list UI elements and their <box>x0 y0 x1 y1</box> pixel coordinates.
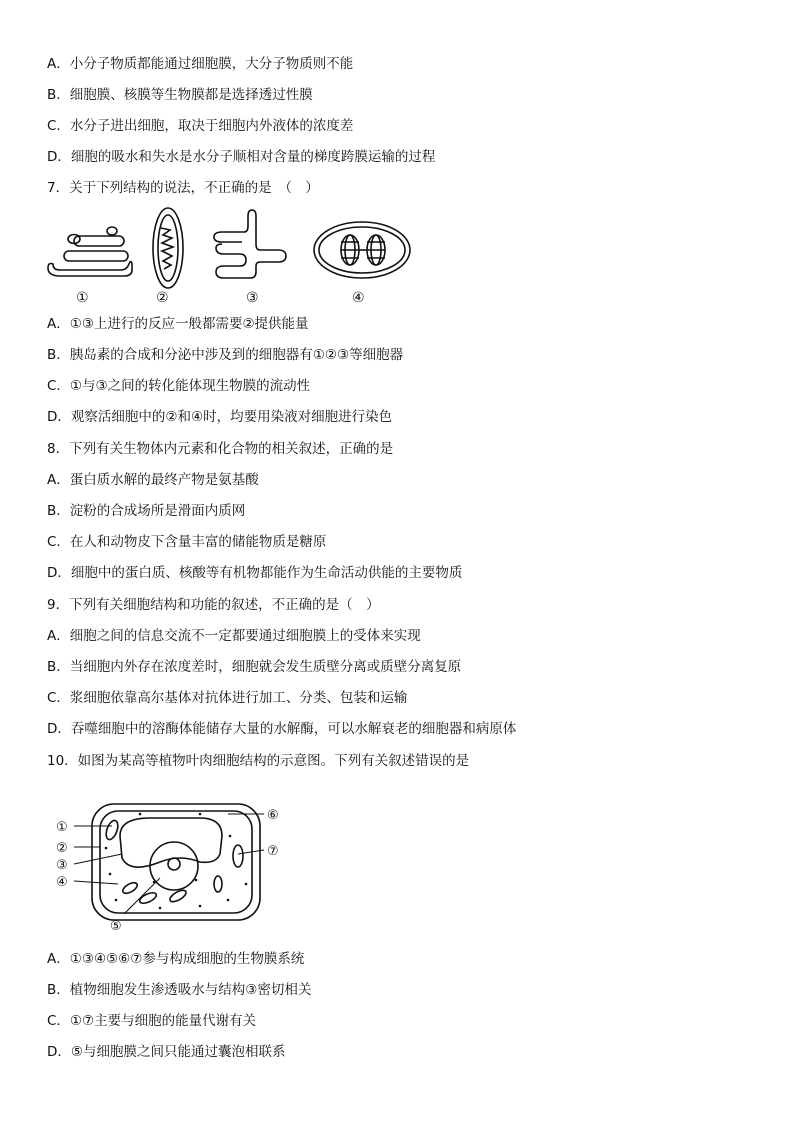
plant-cell-drawing <box>92 804 260 920</box>
q10-option-b: B．植物细胞发生渗透吸水与结构③密切相关 <box>47 982 312 998</box>
cell-label-7: ⑦ <box>267 844 279 859</box>
q7-option-a: A．①③上进行的反应一般都需要②提供能量 <box>47 316 309 332</box>
q7-organelle-figure <box>44 206 424 306</box>
q9-option-c: C．浆细胞依靠高尔基体对抗体进行加工、分类、包装和运输 <box>47 690 408 706</box>
q6-option-c: C．水分子进出细胞，取决于细胞内外液体的浓度差 <box>47 118 354 134</box>
q6-option-a: A．小分子物质都能通过细胞膜，大分子物质则不能 <box>47 56 354 72</box>
cell-label-5: ⑤ <box>110 919 122 934</box>
q8-option-d: D．细胞中的蛋白质、核酸等有机物都能作为生命活动供能的主要物质 <box>47 565 463 581</box>
q7-option-b: B．胰岛素的合成和分泌中涉及到的细胞器有①②③等细胞器 <box>47 347 404 363</box>
mitochondrion-drawing <box>153 208 183 288</box>
figure-label-3: ③ <box>246 290 259 306</box>
q9-option-d: D．吞噬细胞中的溶酶体能储存大量的水解酶，可以水解衰老的细胞器和病原体 <box>47 721 517 737</box>
chloroplast-drawing <box>314 222 410 278</box>
q8-option-c: C．在人和动物皮下含量丰富的储能物质是糖原 <box>47 534 327 550</box>
golgi-apparatus-drawing <box>48 227 132 276</box>
cell-label-1: ① <box>56 820 68 835</box>
callout-leader-lines <box>74 814 264 914</box>
q9-stem: 9．下列有关细胞结构和功能的叙述，不正确的是（ ） <box>47 597 380 613</box>
q10-plant-cell-figure <box>50 796 300 936</box>
figure-label-1: ① <box>76 290 89 306</box>
cell-label-6: ⑥ <box>267 808 279 823</box>
q7-option-c: C．①与③之间的转化能体现生物膜的流动性 <box>47 378 311 394</box>
figure-label-2: ② <box>156 290 169 306</box>
endoplasmic-reticulum-drawing <box>214 210 286 278</box>
q6-option-d: D．细胞的吸水和失水是水分子顺相对含量的梯度跨膜运输的过程 <box>47 149 436 165</box>
figure-label-4: ④ <box>352 290 365 306</box>
q7-option-d: D．观察活细胞中的②和④时，均要用染液对细胞进行染色 <box>47 409 393 425</box>
q10-option-c: C．①⑦主要与细胞的能量代谢有关 <box>47 1013 257 1029</box>
q9-option-a: A．细胞之间的信息交流不一定都要通过细胞膜上的受体来实现 <box>47 628 421 644</box>
q10-option-a: A．①③④⑤⑥⑦参与构成细胞的生物膜系统 <box>47 951 305 967</box>
q8-option-a: A．蛋白质水解的最终产物是氨基酸 <box>47 472 259 488</box>
q8-option-b: B．淀粉的合成场所是滑面内质网 <box>47 503 246 519</box>
q9-option-b: B．当细胞内外存在浓度差时，细胞就会发生质壁分离或质壁分离复原 <box>47 659 462 675</box>
cell-label-4: ④ <box>56 875 68 890</box>
q6-option-b: B．细胞膜、核膜等生物膜都是选择透过性膜 <box>47 87 313 103</box>
q10-stem: 10．如图为某高等植物叶肉细胞结构的示意图。下列有关叙述错误的是 <box>47 753 470 769</box>
q10-option-d: D．⑤与细胞膜之间只能通过囊泡相联系 <box>47 1044 286 1060</box>
cell-label-2: ② <box>56 841 68 856</box>
q7-stem: 7．关于下列结构的说法，不正确的是 （ ） <box>47 180 319 196</box>
q8-stem: 8．下列有关生物体内元素和化合物的相关叙述，正确的是 <box>47 441 394 457</box>
cell-label-3: ③ <box>56 858 68 873</box>
plant-cell-dots <box>105 813 248 910</box>
